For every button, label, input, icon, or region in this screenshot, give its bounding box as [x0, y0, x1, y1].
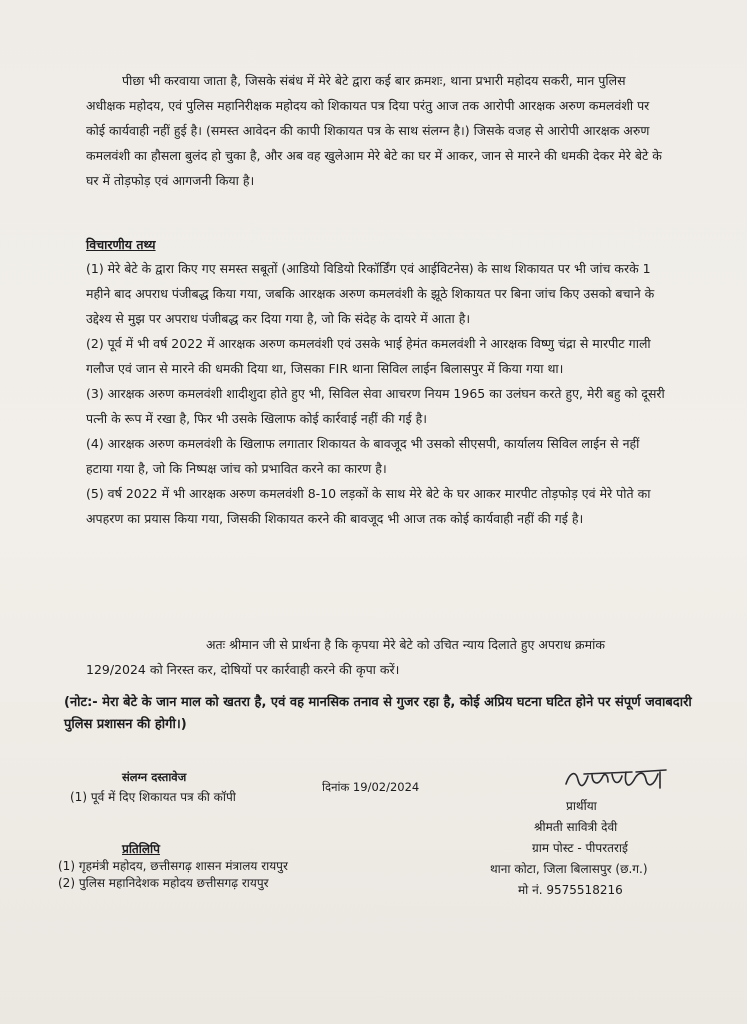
point-3: (3) आरक्षक अरुण कमलवंशी शादीशुदा होते हुए भी, सिविल सेवा आचरण नियम 1965 का उलंघन करते हुए, मेरी बहु को दूसरी पत्नी के रूप में रखा है, फिर भी उसके खिलाफ कोई कार्रवाई नहीं की गई है। [86, 386, 665, 426]
copy-to-item: (1) गृहमंत्री महोदय, छत्तीसगढ़ शासन मंत्रालय रायपुर [58, 859, 288, 873]
attachment-item: (1) पूर्व में दिए शिकायत पत्र की कॉपी [70, 790, 236, 804]
applicant-label: प्रार्थीया [566, 799, 597, 813]
applicant-name: श्रीमती सावित्री देवी [534, 820, 618, 834]
copy-to-list [58, 858, 288, 892]
applicant-block [478, 796, 718, 901]
intro-paragraph [86, 68, 666, 193]
request-paragraph: अतः श्रीमान जी से प्रार्थना है कि कृपया मेरे बेटे को उचित न्याय दिलाते हुए अपराध क्रमांक 129/2024 को निरस्त कर, दोषियों पर कार्रवाही करने की कृपा करें। [86, 637, 605, 677]
point-5: (5) वर्ष 2022 में भी आरक्षक अरुण कमलवंशी 8-10 लड़कों के साथ मेरे बेटे के घर आकर मारपीट तोड़फोड़ एवं मेरे पोते का अपहरण का प्रयास किया गया, जिसकी शिकायत करने की बावजूद भी आज तक कोई कार्यवाही नहीं की गई है। [86, 486, 651, 526]
note-text: (नोट:- मेरा बेटे के जान माल को खतरा है, एवं वह मानसिक तनाव से गुजर रहा है, कोई अप्रिय घटना घटित होने पर संपूर्ण जवाबदारी पुलिस प्रशासन की होगी।) [64, 695, 692, 732]
point-1: (1) मेरे बेटे के द्वारा किए गए समस्त सबूतों (आडियो विडियो रिकॉर्डिंग एवं आईविटनेस) के साथ शिकायत पर भी जांच करके 1 महीने बाद अपराध पंजीबद्ध किया गया, जबकि आरक्षक अरुण कमलवंशी के झूठे शिकायत पर बिना जांच किए उसको बचाने के उद्देश्य से मुझ पर अपराध पंजीबद्ध कर दिया गया है, जो कि संदेह के दायरे में आता है। [86, 261, 655, 326]
copy-to-item: (2) पुलिस महानिदेशक महोदय छत्तीसगढ़ रायपुर [58, 876, 269, 890]
copy-to-title: प्रतिलिपि [122, 842, 160, 856]
applicant-village: ग्राम पोस्ट - पीपरतराई [532, 841, 628, 855]
intro-text: पीछा भी करवाया जाता है, जिसके संबंध में मेरे बेटे द्वारा कई बार क्रमशः, थाना प्रभारी महोदय सकरी, मान पुलिस अधीक्षक महोदय, एवं पुलिस महानिरीक्षक महोदय को शिकायत पत्र दिया परंतु आज तक आरोपी आरक्षक अरुण कमलवंशी पर कोई कार्यवाही नहीं हुई है। (समस्त आवेदन की कापी शिकायत पत्र के साथ संलग्न है।) जिसके वजह से आरोपी आरक्षक अरुण कमलवंशी का हौसला बुलंद हो चुका है, और अब वह खुलेआम मेरे बेटे का घर में आकर, जान से मारने की धमकी देकर मेरे बेटे के घर में तोड़फोड़ एवं आगजनी किया है। [86, 73, 662, 188]
section-heading: विचारणीय तथ्य [86, 237, 156, 252]
applicant-thana: थाना कोटा, जिला बिलासपुर (छ.ग.) [490, 862, 648, 876]
point-2: (2) पूर्व में भी वर्ष 2022 में आरक्षक अरुण कमलवंशी एवं उसके भाई हेमंत कमलवंशी ने आरक्षक विष्णु चंद्रा से मारपीट गाली गलौज एवं जान से मारने की धमकी दिया था, जिसका FIR थाना सिविल लाईन बिलासपुर में किया गया था। [86, 336, 651, 376]
point-4: (4) आरक्षक अरुण कमलवंशी के खिलाफ लगातार शिकायत के बावजूद भी उसको सीएसपी, कार्यालय सिविल लाईन से नहीं हटाया गया है, जो कि निष्पक्ष जांच को प्रभावित करने का कारण है। [86, 436, 640, 476]
date-text: दिनांक 19/02/2024 [322, 780, 420, 794]
signature [562, 762, 672, 796]
applicant-mobile: मो नं. 9575518216 [518, 883, 623, 897]
attachments-title: संलग्न दस्तावेज [122, 770, 187, 784]
points-list [86, 256, 666, 531]
